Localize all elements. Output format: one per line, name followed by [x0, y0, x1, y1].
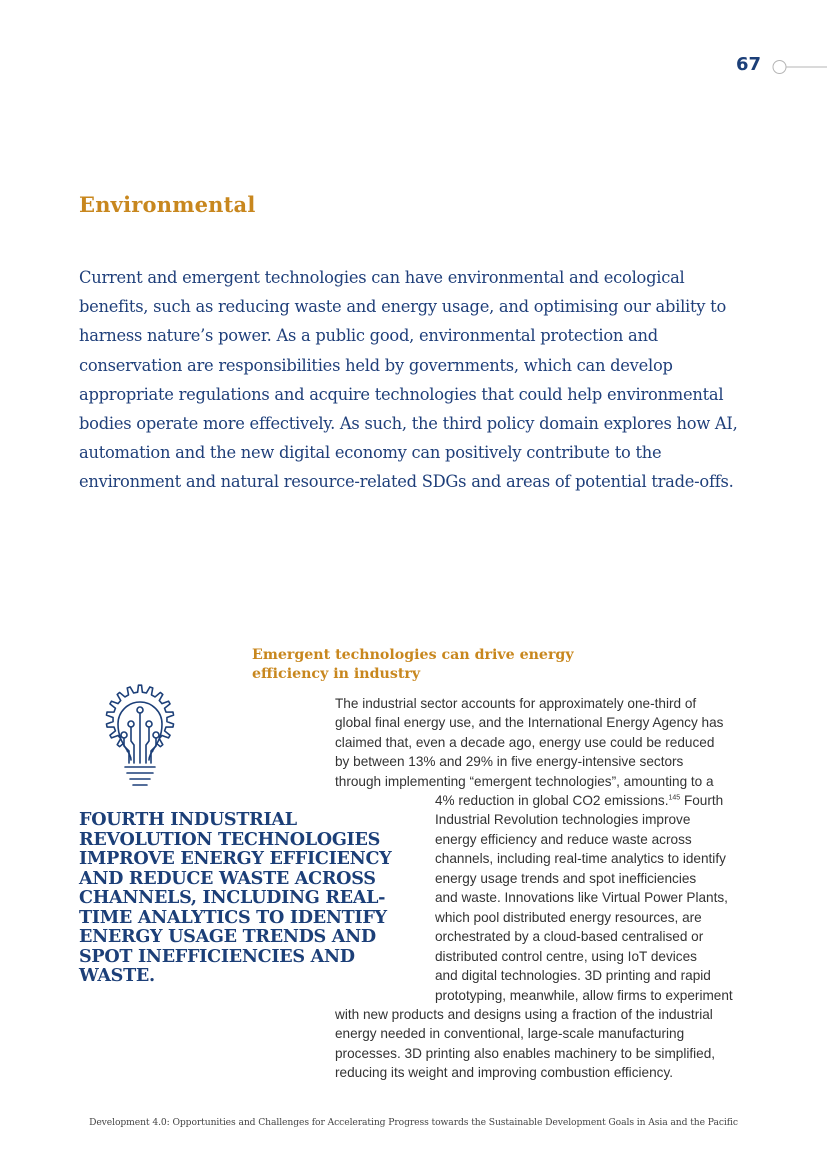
- body-line: through implementing “emergent technologies”, amounting to a: [335, 773, 714, 789]
- body-line: claimed that, even a decade ago, energy use could be reduced: [335, 734, 715, 750]
- body-line: channels, including real-time analytics to identify: [435, 851, 726, 867]
- page-marker-icon: [772, 60, 827, 74]
- body-line: distributed control centre, using IoT devices: [435, 948, 697, 964]
- body-line: prototyping, meanwhile, allow firms to experiment: [435, 987, 733, 1003]
- box-body-top: [335, 694, 750, 791]
- box-title: Emergent technologies can drive energy efficiency in industry: [252, 647, 574, 682]
- body-line: energy efficiency and reduce waste across: [435, 831, 692, 847]
- body-line: energy needed in conventional, large-scale manufacturing: [335, 1026, 685, 1042]
- body-line: and digital technologies. 3D printing and rapid: [435, 968, 711, 984]
- body-fragment: 4% reduction in global CO2 emissions.: [435, 793, 669, 808]
- body-line: orchestrated by a cloud-based centralised or: [435, 929, 704, 945]
- body-line: by between 13% and 29% in five energy-intensive sectors: [335, 754, 684, 770]
- body-line: reducing its weight and improving combustion efficiency.: [335, 1065, 674, 1081]
- body-line: with new products and designs using a fraction of the industrial: [335, 1007, 713, 1022]
- footnote-reference: 145: [668, 794, 681, 802]
- body-line: and waste. Innovations like Virtual Power Plants,: [435, 890, 728, 906]
- body-line: global final energy use, and the International Energy Agency has: [335, 715, 724, 731]
- body-line: energy usage trends and spot inefficiencies: [435, 870, 697, 886]
- box-body-bottom: [335, 1005, 750, 1083]
- lightbulb-gear-icon: [84, 683, 196, 795]
- body-line: which pool distributed energy resources, are: [435, 909, 702, 925]
- pull-quote: FOURTH INDUSTRIAL REVOLUTION TECHNOLOGIES IMPROVE ENERGY EFFICIENCY AND REDUCE WASTE ACROSS CHANNELS, INCLUDING REAL-TIME ANALYTICS TO IDENTIFY ENERGY USAGE TRENDS AND SPOT INEFFICIENCIES AND WASTE.: [79, 809, 392, 986]
- intro-paragraph: Current and emergent technologies can have environmental and ecological benefits, such as reducing waste and energy usage, and optimising our ability to harness nature’s power. As a public good, environmental protection and conservation are responsibilities held by governments, which can develop appropriate regulations and acquire technologies that could help environmental bodies operate more effectively. As such, the third policy domain explores how AI, automation and the new digital economy can positively contribute to the environment and natural resource-related SDGs and areas of potential trade-offs.: [79, 268, 738, 492]
- section-heading: Environmental: [79, 192, 256, 217]
- body-line: processes. 3D printing also enables machinery to be simplified,: [335, 1045, 716, 1061]
- body-fragment: Fourth: [680, 793, 724, 808]
- page-footer: Development 4.0: Opportunities and Challenges for Accelerating Progress towards the Sustainable Development Goals in Asia and the Pacific: [89, 1117, 738, 1128]
- body-line: [435, 791, 755, 810]
- box-body-middle: [435, 791, 755, 1005]
- body-line: Industrial Revolution technologies improve: [435, 812, 691, 828]
- body-line: The industrial sector accounts for approximately one-third of: [335, 696, 697, 711]
- page-number: 67: [736, 54, 762, 75]
